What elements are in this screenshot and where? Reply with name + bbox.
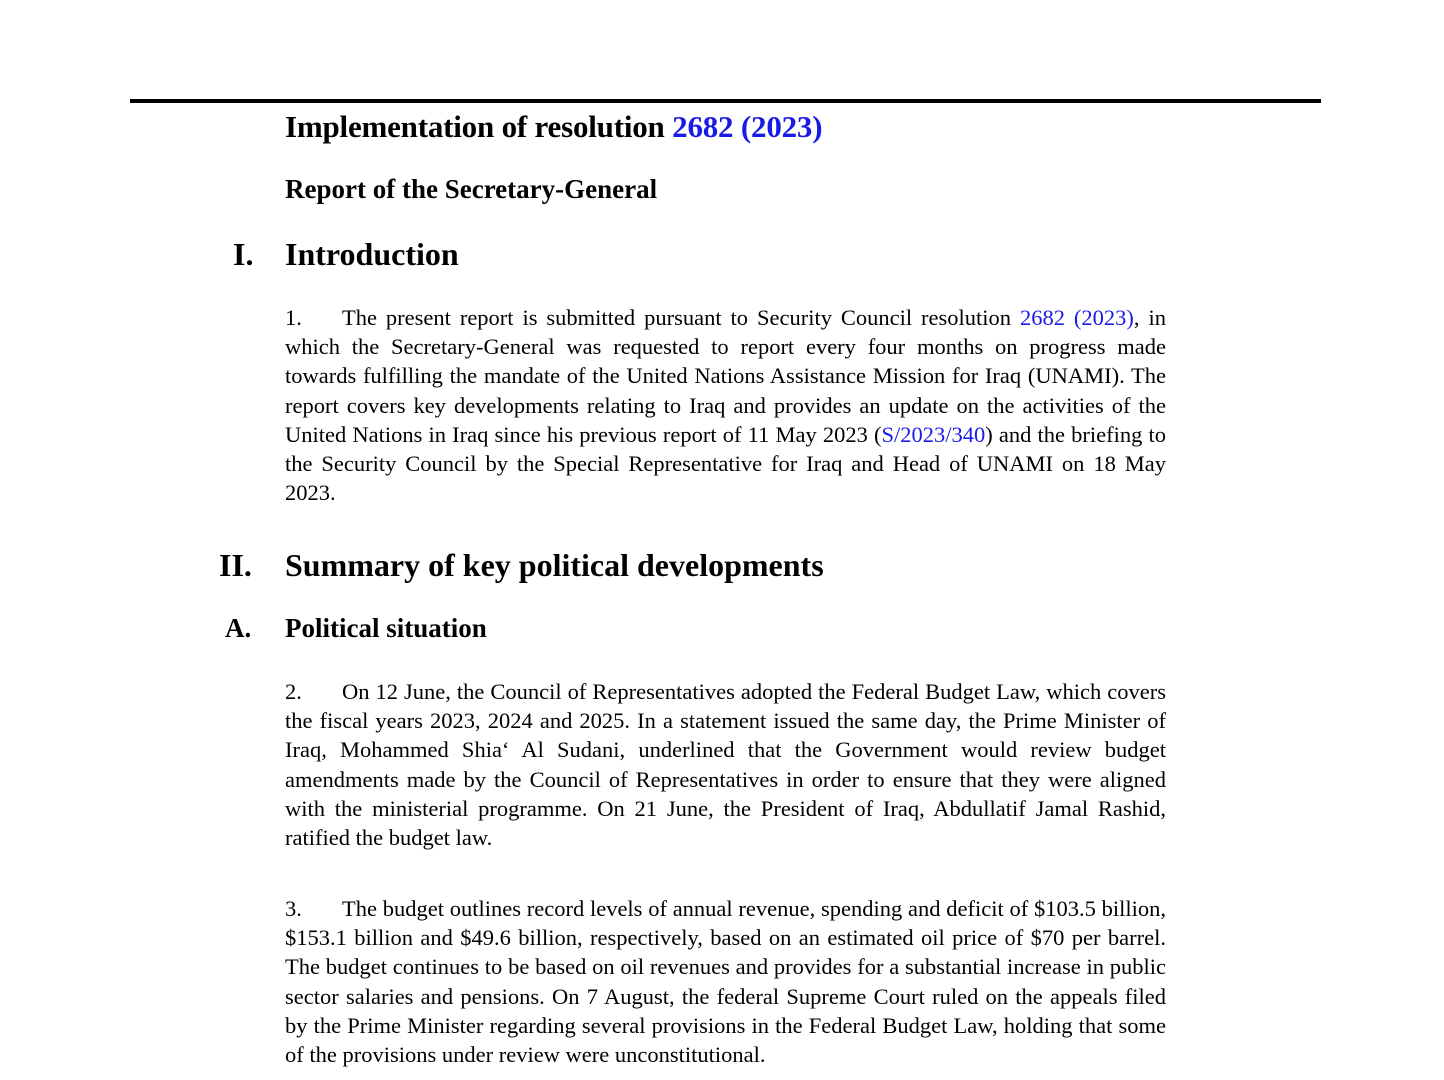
section-number-introduction: I. [233, 236, 254, 272]
document-title [285, 109, 822, 145]
paragraph-number: 1. [285, 305, 302, 330]
subsection-title: Political situation [285, 613, 487, 643]
paragraph-1 [285, 303, 1166, 507]
header-rule [130, 99, 1321, 103]
title-text: Implementation of resolution [285, 109, 673, 144]
paragraph-text: On 12 June, the Council of Representatives adopted the Federal Budget Law, which covers the fiscal years 2023, 2024 and 2025. In a statement issued the same day, the Prime Minister of Iraq, Mohammed Shia‘ Al Sudani, underlined that the Government would review budget amendments made by the Council of Representatives in order to ensure that they were aligned with the ministerial programme. On 21 June, the President of Iraq, Abdullatif Jamal Rashid, ratified the budget law. [285, 679, 1166, 851]
paragraph-text: , in which the Secretary-General was requested to report every four months on progress made towards fulfilling the mandate of the United Nations Assistance Mission for Iraq (UNAMI). The report covers key developments relating to Iraq and provides an update on the activities of the United Nations in Iraq since his previous report of 11 May 2023 ( [285, 305, 1166, 447]
paragraph-text: The present report is submitted pursuant to Security Council resolution [342, 305, 1020, 330]
paragraph-text: The budget outlines record levels of annual revenue, spending and deficit of $103.5 billion, $153.1 billion and $49.6 billion, respectively, based on an estimated oil price of $70 per barrel. The budget continues to be based on oil revenues and provides for a substantial increase in public sector salaries and pensions. On 7 August, the federal Supreme Court ruled on the appeals filed by the Prime Minister regarding several provisions in the Federal Budget Law, holding that some of the provisions under review were unconstitutional. [285, 896, 1166, 1068]
section-title-political: Summary of key political developments [285, 547, 824, 583]
paragraph-number: 3. [285, 896, 302, 921]
resolution-2682-link[interactable]: 2682 (2023) [1020, 305, 1134, 330]
report-s-2023-340-link[interactable]: S/2023/340 [881, 421, 986, 447]
section-title-introduction: Introduction [285, 236, 459, 272]
paragraph-3 [285, 894, 1166, 1069]
paragraph-number: 2. [285, 679, 302, 704]
resolution-link[interactable]: 2682 (2023) [672, 109, 823, 144]
paragraph-2 [285, 677, 1166, 852]
document-subtitle: Report of the Secretary-General [285, 174, 658, 204]
subsection-letter: A. [225, 613, 252, 643]
section-number-political: II. [219, 547, 252, 583]
paragraph-text: ) and the briefing to the Security Council by the Special Representative for Iraq and Head of UNAMI on 18 May 2023. [285, 421, 1166, 506]
